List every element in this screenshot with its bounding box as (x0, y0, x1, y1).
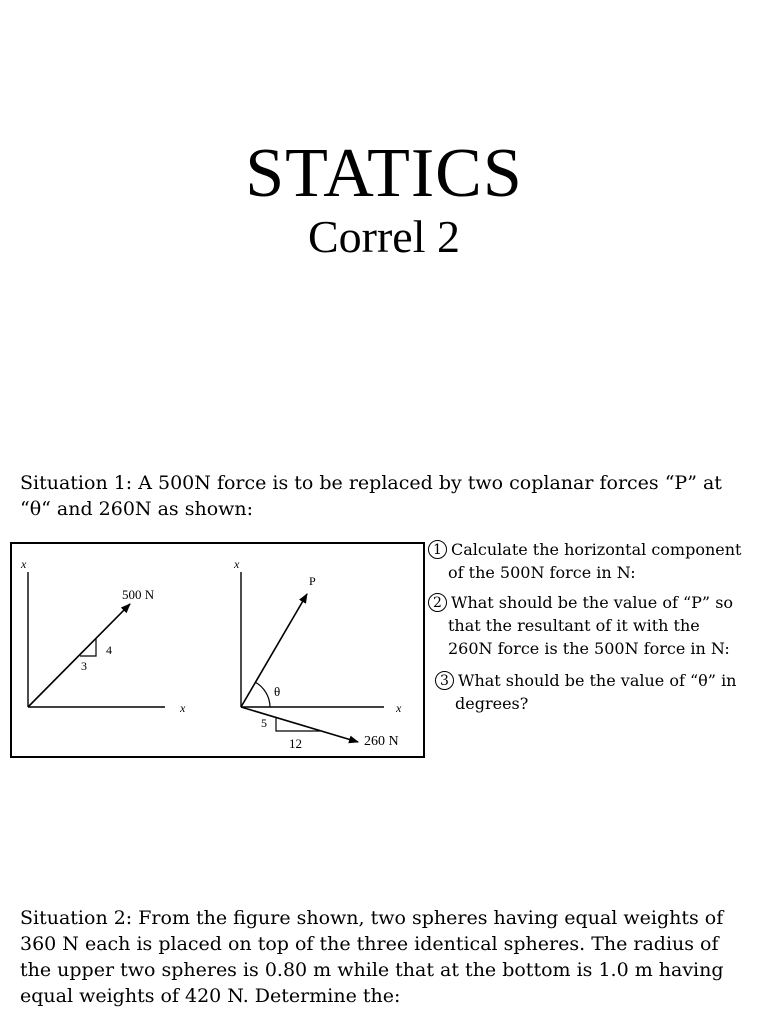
force-500n-arrow (28, 604, 130, 707)
question-2-number: 2 (428, 593, 447, 612)
question-3-line-2: degrees? (455, 694, 529, 713)
right-diagram (233, 557, 402, 751)
page-subtitle: Correl 2 (307, 211, 460, 262)
slope-run-12-label: 12 (289, 736, 302, 751)
slope-run-label: 3 (81, 659, 87, 673)
theta-label: θ (274, 684, 281, 699)
situation-2-text: Situation 2: From the figure shown, two spheres having equal weights of 360 N each is placed on top of the three identical spheres. The radius of the upper two spheres is 0.80 m while that at the bottom is 1.0 m having equal weights of 420 N. Determine the: (20, 907, 724, 1007)
force-500n-label: 500 N (122, 587, 155, 602)
question-3-number: 3 (435, 671, 454, 690)
question-1-line-2: of the 500N force in N: (448, 563, 636, 582)
question-2-line-3: 260N force is the 500N force in N: (448, 639, 730, 658)
situation-1-text: Situation 1: A 500N force is to be replaced by two coplanar forces “P” at “θ“ and 260N as shown: (20, 472, 722, 520)
force-diagram (10, 542, 425, 758)
question-2 (428, 591, 763, 660)
question-1 (428, 538, 763, 584)
left-diagram (20, 557, 186, 715)
force-p-label: P (309, 574, 316, 588)
question-1-number: 1 (428, 540, 447, 559)
force-diagram-svg (12, 544, 423, 756)
question-2-line-2: that the resultant of it with the (448, 616, 700, 635)
left-x-axis-label: x (180, 701, 186, 715)
slope-rise-5-label: 5 (261, 716, 267, 730)
question-3-line-1: What should be the value of “θ” in (458, 671, 737, 690)
page-title: STATICS (245, 135, 523, 212)
question-2-line-1: What should be the value of “P” so (451, 593, 734, 612)
question-3 (435, 669, 763, 715)
left-y-axis-label: x (21, 557, 27, 571)
force-260n-label: 260 N (364, 734, 399, 749)
right-x-axis-label: x (396, 701, 402, 715)
question-1-line-1: Calculate the horizontal component (451, 540, 742, 559)
right-y-axis-label: x (234, 557, 240, 571)
theta-arc (255, 682, 270, 707)
slope-rise-label: 4 (106, 643, 112, 657)
